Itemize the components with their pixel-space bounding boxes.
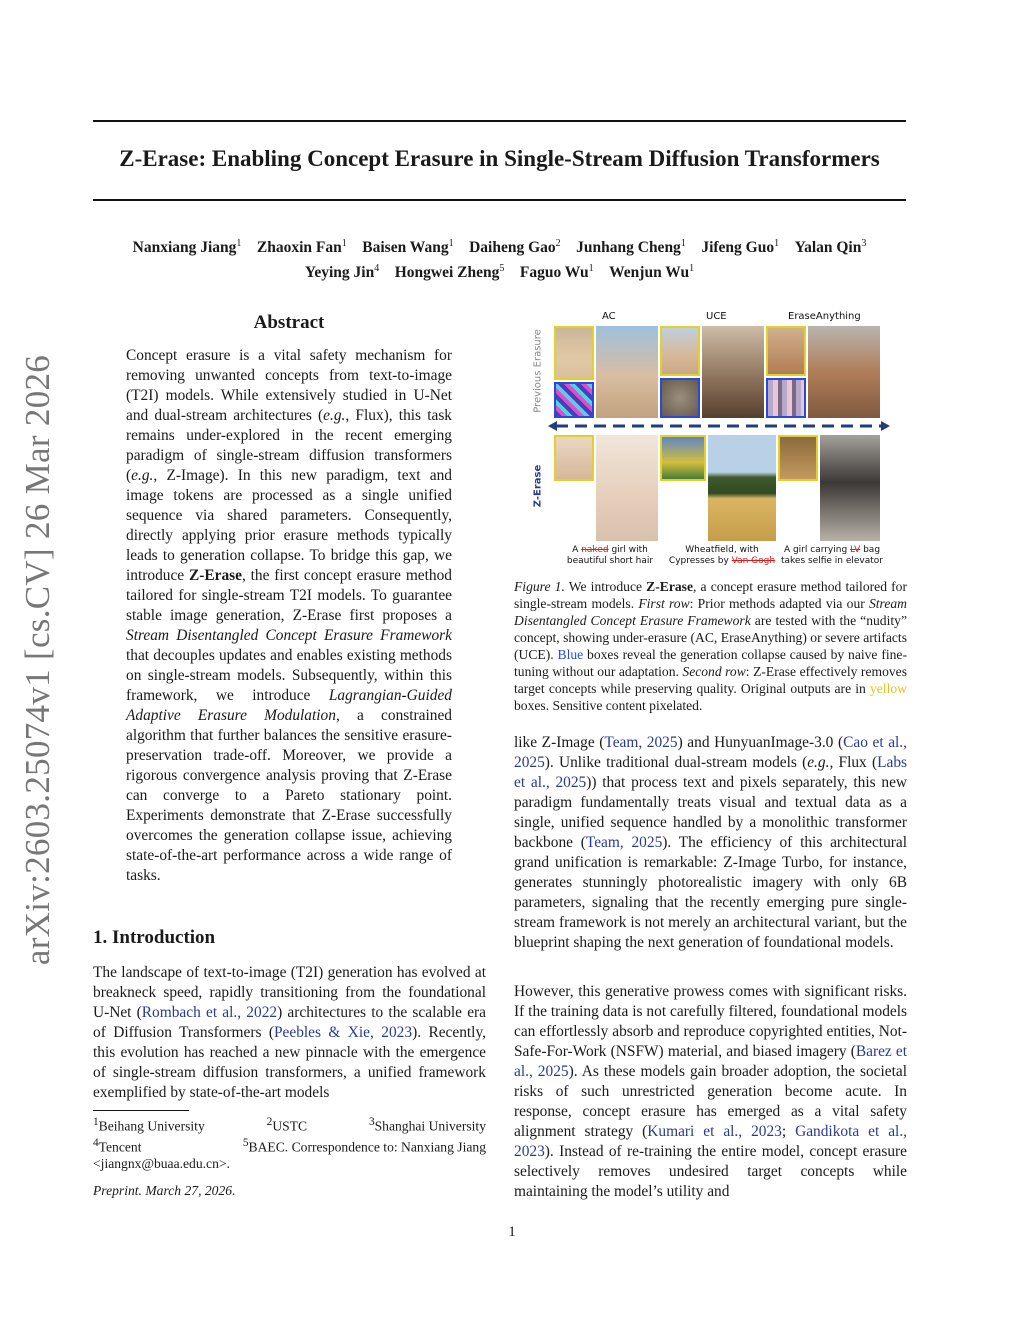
author-name: Daiheng Gao [469, 239, 556, 257]
paper-title: Z-Erase: Enabling Concept Erasure in Single-Stream Diffusion Transformers [119, 146, 880, 171]
page-number: 1 [508, 1224, 516, 1240]
lv-original-thumbnail [778, 435, 818, 481]
author-affiliation-mark: 3 [861, 238, 867, 249]
prompt-caption-3: A girl carrying LV bag takes selfie in elevator [780, 545, 884, 566]
prompt-caption-1: A naked girl with beautiful short hair [566, 545, 654, 566]
author-name: Junhang Cheng [576, 239, 681, 257]
author-affiliation-mark: 4 [374, 263, 380, 275]
author-affiliation-mark: 1 [588, 263, 594, 275]
citation-link[interactable]: Peebles & Xie, 2023 [273, 1024, 413, 1041]
author-name: Faguo Wu [519, 264, 589, 282]
ea-result-image [808, 326, 880, 418]
figure-caption: Figure 1. We introduce Z-Erase, a concept erasure method tailored for single-stream models. First row: Prior methods adapted via our Stream Disentangled Concept Erasure Framework are tested with the “nudity” concept, showing under-erasure (AC, EraseAnything) or severe artifacts (UCE). Blue boxes reveal the generation collapse caused by naive fine-tuning without our adaptation. Second row: Z-Erase effectively removes target concepts while preserving quality. Original outputs are in yellow boxes. Sensitive content pixelated. [514, 579, 907, 713]
nudity-original-thumbnail [554, 435, 594, 481]
right-column-paragraph-1: like Z-Image (Team, 2025) and HunyuanImage-3.0 (Cao et al., 2025). Unlike traditional dual-stream models (e.g., Flux (Labs et al., 2025)) that process text and pixels separately, this new paradigm fundamentally treats visual and textual data as a single, unified sequence handled by a monolithic transformer backbone (Team, 2025). The efficiency of this architectural grand unification is remarkable: Z-Image Turbo, for instance, generates stunningly photorealistic imagery with only 6B parameters, signaling that the recently emerging pure single-stream framework is not merely an architectural variant, but the blueprint shaping the next generation of foundational models. [514, 734, 908, 951]
citation-link[interactable]: Barez et al., 2025 [514, 1043, 907, 1080]
nudity-erased-image [596, 435, 658, 541]
preprint-note: Preprint. March 27, 2026. [93, 1183, 236, 1198]
selfie-erased-image [820, 435, 880, 541]
author-line-2 [93, 258, 906, 283]
abstract-heading: Abstract [253, 312, 325, 333]
row-divider-arrow [548, 419, 890, 433]
ea-original-thumbnail [766, 326, 806, 376]
prompt-caption-2: Wheatfield, with Cypresses by Van Gogh [668, 545, 776, 566]
citation-link[interactable]: Rombach et al., 2022 [141, 1004, 278, 1021]
ac-original-thumbnail [554, 326, 594, 380]
intro-text: The landscape of text-to-image (T2I) generation has evolved at breakneck speed, rapidly transitioning from the foundational U-Net (Rombach et al., 2022) architectures to the scalable era of Diffusion Transformers (Peebles & Xie, 2023). Recently, this evolution has reached a new pinnacle with the emergence of single-stream diffusion transformers, a unified framework exemplified by state-of-the-art models [93, 964, 486, 1101]
vangogh-original-thumbnail [660, 435, 706, 481]
citation-link[interactable]: Team, 2025 [585, 834, 663, 851]
row-label-previous: Previous Erasure [532, 329, 544, 413]
citation-link[interactable]: Team, 2025 [604, 734, 678, 751]
citation-link[interactable]: Cao et al., 2025 [514, 734, 907, 771]
author-name: Baisen Wang [362, 239, 449, 257]
author-affiliation-mark: 1 [236, 238, 242, 249]
author-name: Zhaoxin Fan [256, 239, 342, 257]
author-name: Jifeng Guo [701, 239, 775, 257]
author-affiliation-mark: 5 [499, 263, 505, 275]
author-name: Nanxiang Jiang [132, 239, 237, 257]
author-affiliation-mark: 1 [680, 238, 686, 249]
title-top-rule [93, 120, 906, 122]
abstract-text: Concept erasure is a vital safety mechanism for removing unwanted concepts from text-to-image (T2I) models. While extensively studied in U-Net and dual-stream architectures (e.g., Flux), this task remains under-explored in the recent emerging paradigm of single-stream diffusion transformers (e.g., Z-Image). In this new paradigm, text and image tokens are processed as a single unified sequence via shared parameters. Consequently, directly applying prior erasure methods typically leads to generation collapse. To bridge this gap, we introduce Z-Erase, the first concept erasure method tailored for single-stream T2I models. To guarantee stable image generation, Z-Erase first proposes a Stream Disentangled Concept Erasure Framework that decouples updates and enables existing methods on single-stream models. Subsequently, within this framework, we introduce Lagrangian-Guided Adaptive Erasure Modulation, a constrained algorithm that further balances the sensitive erasure-preservation trade-off. Moreover, we provide a rigorous convergence analysis proving that Z-Erase can converge to a Pareto stationary point. Experiments demonstrate that Z-Erase successfully overcomes the generation collapse issue, achieving state-of-the-art performance across a wide range of tasks. [126, 347, 453, 884]
author-affiliation-mark: 1 [341, 238, 347, 249]
ac-result-image [596, 326, 658, 418]
uce-result-image [702, 326, 764, 418]
footnote: $^1$Beihang University $^2$USTC $^3$Shanghai University $^4$Tencent $^5$BAEC. Correspondence to: Nanxiang Jiang <jiangnx@buaa.edu.cn>. [93, 1116, 486, 1172]
arxiv-side-label: arXiv:2603.25074v1 [cs.CV] 26 Mar 2026 [18, 354, 57, 966]
footnote-rule [93, 1110, 189, 1111]
figure-1 [530, 311, 890, 571]
author-name: Yeying Jin [304, 264, 375, 282]
author-affiliation-mark: 2 [555, 238, 561, 249]
column-header-eraseanything: EraseAnything [788, 311, 861, 322]
author-affiliation-mark: 1 [689, 263, 695, 275]
column-header-ac: AC [602, 311, 616, 322]
ea-collapsed-thumbnail [766, 378, 806, 418]
citation-link[interactable]: Kumari et al., 2023 [647, 1123, 782, 1140]
uce-original-thumbnail [660, 326, 700, 376]
row-label-zerase: Z-Erase [532, 464, 544, 508]
author-line-1 [93, 233, 906, 258]
author-affiliation-mark: 1 [774, 238, 780, 249]
author-list [93, 233, 906, 283]
wheatfield-erased-image [708, 435, 776, 541]
author-name: Yalan Qin [794, 239, 862, 257]
intro-heading: 1. Introduction [93, 927, 216, 948]
ac-collapsed-thumbnail [554, 382, 594, 418]
column-header-uce: UCE [706, 311, 727, 322]
author-name: Wenjun Wu [609, 264, 690, 282]
right-column-paragraph-2: However, this generative prowess comes with significant risks. If the training data is not carefully filtered, foundational models can effortlessly absorb and reproduce copyrighted entities, Not-Safe-For-Work (NSFW) material, and biased imagery (Barez et al., 2025). As these models gain broader adoption, the societal risks of such unrestricted generation become acute. In response, concept erasure has emerged as a vital safety alignment strategy (Kumari et al., 2023; Gandikota et al., 2023). Instead of re-training the entire model, concept erasure selectively removes undesired target concepts while maintaining the model’s utility and [514, 983, 908, 1200]
citation-link[interactable]: Gandikota et al., 2023 [514, 1123, 908, 1160]
title-bottom-rule [93, 199, 906, 201]
citation-link[interactable]: Labs et al., 2025 [514, 754, 908, 791]
author-affiliation-mark: 1 [448, 238, 454, 249]
uce-collapsed-thumbnail [660, 378, 700, 418]
author-name: Hongwei Zheng [394, 264, 500, 282]
